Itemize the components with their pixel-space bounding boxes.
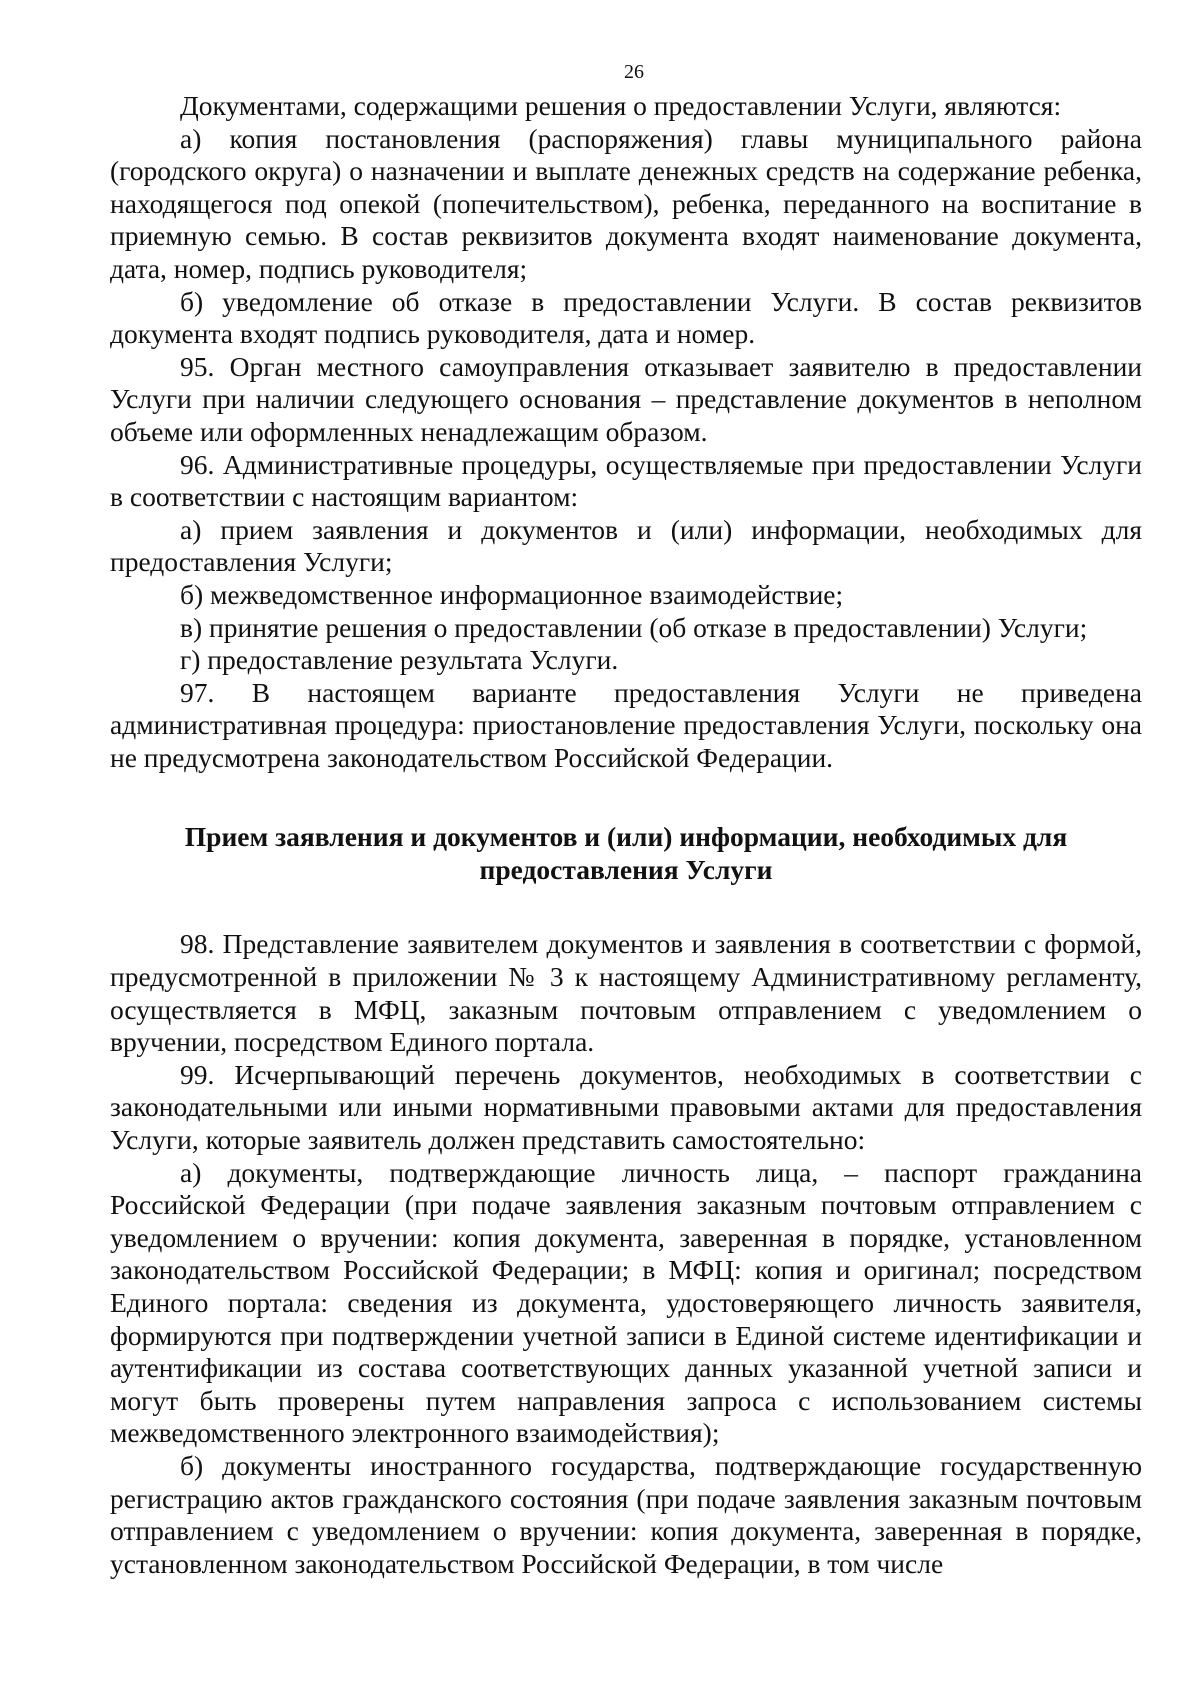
section-heading-line-2: предоставления Услуги: [479, 854, 773, 886]
paragraph-96-item-b: б) межведомственное информационное взаимодействие;: [180, 578, 844, 610]
section-heading-line-1: Прием заявления и документов и (или) информации, необходимых для: [184, 821, 1068, 853]
paragraph-96-item-v: в) принятие решения о предоставлении (об отказе в предоставлении) Услуги;: [180, 611, 1088, 643]
paragraph-decision-documents-intro: Документами, содержащими решения о предоставлении Услуги, являются:: [180, 90, 1062, 121]
paragraph-98: 98. Представление заявителем документов и заявления в соответствии с формой, предусмотренной в приложении № 3 к настоящему Административному регламенту, осуществляется в МФЦ, заказным почтовым отправлением с уведомлением о вручении, посредством Единого портала.: [110, 928, 1142, 1058]
paragraph-96-item-a: а) прием заявления и документов и (или) информации, необходимых для предоставления Услуги;: [110, 513, 1142, 578]
paragraph-99-item-b: б) документы иностранного государства, подтверждающие государственную регистрацию актов гражданского состояния (при подаче заявления заказным почтовым отправлением с уведомлением о вручении: копия документа, заверенная в порядке, установленном законодательством Российской Федерации, в том числе: [110, 1449, 1142, 1579]
paragraph-97: 97. В настоящем варианте предоставления Услуги не приведена административная процедура: приостановление предоставления Услуги, поскольку она не предусмотрена законодательством Российской Федерации.: [110, 676, 1142, 773]
paragraph-99: 99. Исчерпывающий перечень документов, необходимых в соответствии с законодательными или иными нормативными правовыми актами для предоставления Услуги, которые заявитель должен представить самостоятельно:: [110, 1058, 1142, 1156]
document-page: [110, 60, 1142, 1580]
page-number: 26: [624, 61, 644, 83]
section-heading: [110, 820, 1142, 886]
paragraph-99-item-a: а) документы, подтверждающие личность лица, – паспорт гражданина Российской Федерации (при подаче заявления заказным почтовым отправлением с уведомлением о вручении: копия документа, заверенная в порядке, установленном законодательством Российской Федерации; в МФЦ: копия и оригинал; посредством Единого портала: сведения из документа, удостоверяющего личность заявителя, формируются при подтверждении учетной записи в Единой системе идентификации и аутентификации из состава соответствующих данных указанной учетной записи и могут быть проверены путем направления запроса с использованием системы межведомственного электронного взаимодействия);: [110, 1156, 1142, 1449]
paragraph-96-item-g: г) предоставление результата Услуги.: [180, 644, 619, 676]
paragraph-item-a-copy-resolution: а) копия постановления (распоряжения) главы муниципального района (городского округа) о назначении и выплате денежных средств на содержание ребенка, находящегося под опекой (попечительством), ребенка, переданного на воспитание в приемную семью. В состав реквизитов документа входят наименование документа, дата, номер, подпись руководителя;: [110, 122, 1142, 284]
paragraph-item-b-refusal-notice: б) уведомление об отказе в предоставлении Услуги. В состав реквизитов документа входят подпись руководителя, дата и номер.: [110, 285, 1142, 350]
paragraph-96: 96. Административные процедуры, осуществляемые при предоставлении Услуги в соответствии с настоящим вариантом:: [110, 448, 1142, 513]
paragraph-95: 95. Орган местного самоуправления отказывает заявителю в предоставлении Услуги при наличии следующего основания – представление документов в неполном объеме или оформленных ненадлежащим образом.: [110, 350, 1142, 447]
